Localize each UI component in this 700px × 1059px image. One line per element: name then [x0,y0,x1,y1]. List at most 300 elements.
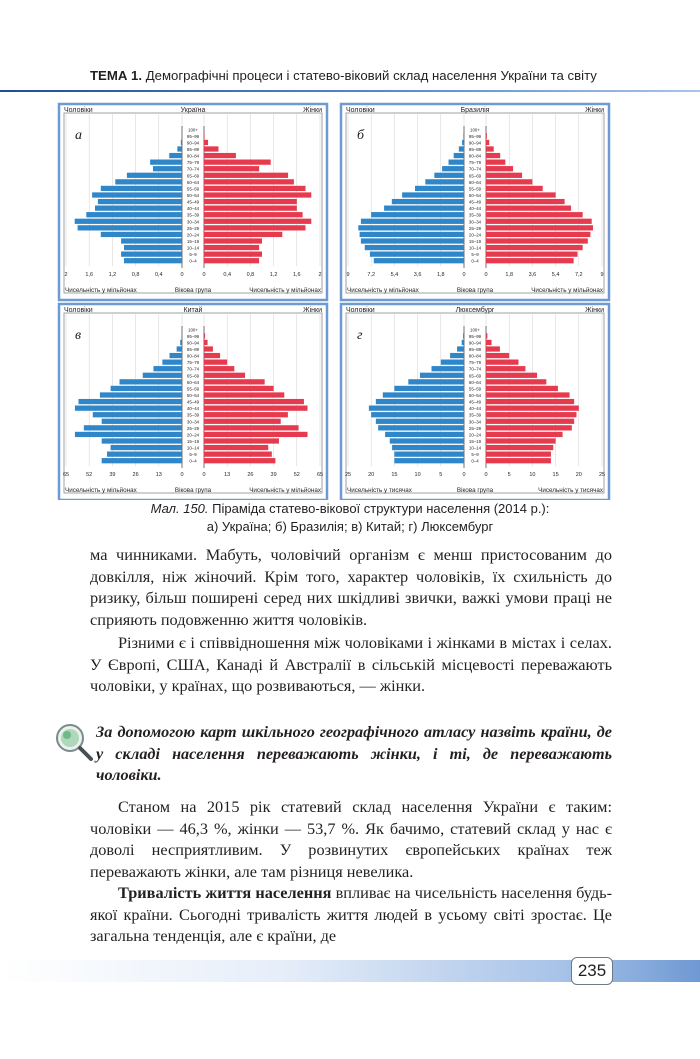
pyramid-panel-a [59,104,327,300]
tick-label: 13 [155,472,162,478]
age-label: 5–9 [471,252,479,258]
male-bar [432,366,464,371]
male-bar [442,166,464,171]
tick-label: 5 [439,472,443,478]
male-bar [358,225,464,230]
tick-label: 0,8 [131,272,140,278]
age-label: 20–24 [468,432,482,438]
female-bar [204,252,262,257]
age-label: 40–44 [468,406,482,412]
panel-letter: а [75,128,82,143]
male-bar [402,192,464,197]
age-label: 70–74 [186,366,200,372]
male-bar [124,245,182,250]
magnifier-icon [54,722,94,762]
male-bar [420,373,464,378]
age-label: 50–54 [186,192,200,198]
panel-letter: в [75,328,82,343]
age-label: 85–89 [186,346,200,352]
tick-label: 2 [318,272,322,278]
paragraph-4-text: впливає на чисельність населення будь-якої країни. Сьогодні тривалість життя людей в усьому світі зростає. Це загальна тенденція, але є країни, де [90,883,612,946]
tick-label: 39 [109,472,116,478]
male-bar [408,379,464,384]
female-bar [204,173,288,178]
age-label: 90–94 [186,340,200,346]
tick-label: 25 [344,472,352,478]
men-label: Чоловіки [64,307,93,314]
male-bar [454,153,464,158]
male-bar [75,406,182,411]
male-bar [181,333,182,338]
female-bar [204,225,306,230]
age-label: 70–74 [468,166,482,172]
male-bar [415,186,464,191]
age-label: 75–79 [468,160,482,166]
female-bar [204,199,297,204]
topic-title: Демографічні процеси і статево-віковий склад населення України та світу [142,68,597,83]
tick-label: 0 [484,472,488,478]
female-bar [486,252,578,257]
age-label: 60–64 [186,179,200,185]
male-bar [153,166,182,171]
male-bar [78,225,182,230]
female-bar [204,445,268,450]
tick-label: 13 [224,472,231,478]
task-text: За допомогою карт шкільного географічного атласу назвіть країни, де у складі населення переважають жінки, і ті, де переважають чоловіки. [96,723,612,785]
female-bar [486,153,500,158]
male-bar [463,133,464,138]
axis-title-right: Чисельність у мільйонах [249,287,321,294]
tick-label: 0 [180,472,184,478]
male-bar [385,432,464,437]
age-label: 5–9 [189,452,197,458]
tick-label: 0 [202,472,206,478]
tick-label: 65 [62,472,70,478]
male-bar [100,392,182,397]
male-bar [153,366,182,371]
paragraph-4-term: Тривалість життя населення [118,883,332,902]
tick-label: 5,4 [390,272,399,278]
tick-label: 52 [86,472,93,478]
tick-label: 65 [316,472,324,478]
age-label: 60–64 [468,179,482,185]
age-label: 90–94 [186,140,200,146]
age-label: 95–99 [186,133,200,139]
age-label: 40–44 [186,406,200,412]
axis-title-center: Вікова група [456,287,494,294]
age-label: 60–64 [186,379,200,385]
age-label: 85–89 [468,346,482,352]
figure-caption [70,500,630,536]
axis-title-right: Чисельність у мільйонах [249,487,321,494]
age-label: 45–49 [468,399,482,405]
age-label: 35–39 [186,212,200,218]
age-label: 0–4 [189,258,197,264]
age-label: 90–94 [468,140,482,146]
age-label: 25–29 [468,225,482,231]
age-label: 65–69 [468,373,482,379]
female-bar [204,366,234,371]
female-bar [204,153,236,158]
male-bar [102,458,182,463]
tick-label: 26 [132,472,139,478]
female-bar [486,346,500,351]
male-bar [180,340,182,345]
male-bar [450,353,464,358]
female-bar [486,140,489,145]
axis-title-center: Вікова група [174,487,212,494]
male-bar [371,412,464,417]
female-bar [204,438,279,443]
female-bar [486,412,576,417]
male-bar [162,360,182,365]
tick-label: 0,4 [223,272,232,278]
male-bar [378,425,464,430]
male-bar [369,406,464,411]
age-label: 15–19 [186,438,200,444]
male-bar [75,219,182,224]
male-bar [383,392,464,397]
age-label: 35–39 [468,412,482,418]
age-label: 25–29 [186,225,200,231]
age-label: 35–39 [468,212,482,218]
women-label: Жінки [303,107,322,114]
female-bar [486,373,537,378]
male-bar [365,245,464,250]
paragraph-2-text: Різними є і співвідношення між чоловіками і жінками в містах і селах. У Європі, США, Канаді й Австралії в сільській місцевості переважають чоловіки, у країнах, що розвиваються, — жінки. [90,633,612,696]
tick-label: 0 [462,472,466,478]
pyramids-svg [57,100,613,500]
age-label: 45–49 [186,199,200,205]
age-label: 5–9 [189,252,197,258]
male-bar [361,219,464,224]
paragraph-1-text: ма чинниками. Мабуть, чоловічий організм є менш пристосованим до довкілля, ніж жіночий. Крім того, характер чоловіків, їх схильність до ризику, більш поширені серед них шкідливі звички, важкі умови праці не сприяють подовженню життя чоловіків. [90,545,612,629]
female-bar [486,366,525,371]
tick-label: 5,4 [551,272,560,278]
running-header [90,68,610,90]
female-bar [204,186,306,191]
female-bar [486,360,518,365]
age-label: 70–74 [468,366,482,372]
male-bar [169,153,182,158]
age-label: 25–29 [468,425,482,431]
female-bar [486,340,492,345]
age-label: 95–99 [468,333,482,339]
age-label: 100+ [470,327,480,333]
female-bar [204,379,265,384]
female-bar [486,186,543,191]
age-label: 75–79 [468,360,482,366]
axis-title-right: Чисельність у тисячах [538,487,603,494]
tick-label: 0,8 [246,272,255,278]
female-bar [204,425,299,430]
male-bar [434,173,464,178]
male-bar [150,160,182,165]
female-bar [204,412,288,417]
male-bar [121,252,182,257]
axis-title-left: Чисельність у мільйонах [347,287,419,294]
female-bar [204,146,219,151]
axis-title-center: Вікова група [174,287,212,294]
tick-label: 1,6 [292,272,301,278]
male-bar [384,206,464,211]
age-label: 80–84 [468,353,482,359]
female-bar [486,219,592,224]
paragraph-3-text: Станом на 2015 рік статевий склад населення України є таким: чоловіки — 46,3 %, жінки — 53,7 %. Як бачимо, статевий склад у нас є доволі несприятливим. У розвинутих європейських країнах теж переважають жінки, але там різниця невелика. [90,797,612,881]
male-bar [143,373,182,378]
female-bar [486,206,571,211]
female-bar [204,399,304,404]
male-bar [394,386,464,391]
age-label: 20–24 [468,232,482,238]
female-bar [486,245,583,250]
female-bar [204,245,259,250]
female-bar [204,232,282,237]
age-label: 80–84 [186,353,200,359]
age-label: 80–84 [468,153,482,159]
female-bar [204,452,272,457]
male-bar [177,146,182,151]
female-bar [204,392,284,397]
male-bar [92,192,182,197]
male-bar [462,140,464,145]
female-bar [204,140,208,145]
country-label: Бразилія [460,107,490,114]
age-label: 20–24 [186,432,200,438]
male-bar [394,452,464,457]
age-label: 30–34 [468,419,482,425]
age-label: 80–84 [186,153,200,159]
axis-title-left: Чисельність у мільйонах [65,287,137,294]
caption-title: Піраміда статево-вікової структури населення (2014 р.): [208,501,550,516]
age-label: 0–4 [471,458,479,464]
men-label: Чоловіки [64,107,93,114]
female-bar [486,379,546,384]
age-label: 75–79 [186,160,200,166]
age-label: 55–59 [468,186,482,192]
female-bar [486,438,556,443]
age-label: 30–34 [186,419,200,425]
female-bar [204,360,227,365]
female-bar [204,458,275,463]
male-bar [181,140,182,145]
female-bar [486,225,593,230]
age-label: 15–19 [186,238,200,244]
age-label: 55–59 [186,186,200,192]
male-bar [425,179,464,184]
women-label: Жінки [303,307,322,314]
male-bar [376,419,464,424]
male-bar [376,399,464,404]
men-label: Чоловіки [346,307,375,314]
female-bar [486,160,505,165]
male-bar [95,206,182,211]
female-bar [486,232,590,237]
male-bar [102,419,182,424]
tick-label: 10 [529,472,536,478]
age-label: 45–49 [468,199,482,205]
male-bar [101,186,182,191]
male-bar [120,379,182,384]
age-label: 10–14 [186,245,200,251]
female-bar [204,406,308,411]
age-label: 90–94 [468,340,482,346]
age-label: 75–79 [186,360,200,366]
task-box [96,722,612,787]
age-label: 95–99 [468,133,482,139]
tick-label: 26 [247,472,254,478]
male-bar [392,445,464,450]
male-bar [394,458,464,463]
male-bar [101,232,182,237]
age-label: 40–44 [186,206,200,212]
male-bar [390,438,464,443]
tick-label: 2 [64,272,68,278]
male-bar [441,360,464,365]
axis-title-left: Чисельність у мільйонах [65,487,137,494]
tick-label: 7,2 [367,272,376,278]
tick-label: 5 [507,472,511,478]
age-label: 100+ [470,127,480,133]
men-label: Чоловіки [346,107,375,114]
age-label: 70–74 [186,166,200,172]
male-bar [86,212,182,217]
male-bar [121,238,182,243]
population-pyramids-figure [57,100,613,500]
female-bar [486,192,556,197]
male-bar [177,346,182,351]
tick-label: 15 [391,472,398,478]
female-bar [204,206,297,211]
tick-label: 15 [552,472,559,478]
women-label: Жінки [585,107,604,114]
panel-letter: г [357,328,363,343]
country-label: Україна [180,107,206,114]
age-label: 55–59 [468,386,482,392]
age-label: 50–54 [468,192,482,198]
tick-label: 9 [346,272,350,278]
female-bar [486,452,551,457]
female-bar [204,219,311,224]
paragraph-1 [90,544,612,630]
age-label: 10–14 [468,245,482,251]
age-label: 95–99 [186,333,200,339]
female-bar [204,133,205,138]
male-bar [78,399,182,404]
age-label: 30–34 [186,219,200,225]
tick-label: 20 [575,472,582,478]
female-bar [204,160,271,165]
male-bar [462,340,464,345]
male-bar [111,386,182,391]
tick-label: 9 [600,272,604,278]
age-label: 100+ [188,327,198,333]
male-bar [374,258,464,263]
tick-label: 0 [202,272,206,278]
age-label: 15–19 [468,438,482,444]
tick-label: 52 [293,472,300,478]
female-bar [204,179,294,184]
paragraph-3 [90,796,612,882]
age-label: 50–54 [468,392,482,398]
age-label: 65–69 [468,173,482,179]
female-bar [204,346,213,351]
tick-label: 1,2 [269,272,278,278]
tick-label: 1,8 [505,272,514,278]
header-rule [0,90,700,92]
male-bar [111,445,182,450]
paragraph-2 [90,632,612,697]
caption-legend: а) Україна; б) Бразилія; в) Китай; г) Люксембург [206,519,494,534]
pyramid-panel-c [59,304,327,500]
tick-label: 0 [462,272,466,278]
female-bar [486,212,583,217]
female-bar [204,333,205,338]
age-label: 85–89 [468,146,482,152]
country-label: Люксембург [455,307,495,314]
axis-title-center: Вікова група [456,487,494,494]
age-label: 65–69 [186,173,200,179]
female-bar [486,146,494,151]
female-bar [486,258,574,263]
topic-label: ТЕМА 1. [90,68,143,83]
female-bar [204,340,208,345]
female-bar [486,199,565,204]
tick-label: 0 [180,272,184,278]
male-bar [361,238,464,243]
tick-label: 1,6 [85,272,94,278]
country-label: Китай [183,307,203,314]
panel-letter: б [357,128,365,143]
male-bar [392,199,464,204]
female-bar [486,238,588,243]
female-bar [486,392,570,397]
male-bar [98,199,182,204]
female-bar [204,166,259,171]
women-label: Жінки [585,307,604,314]
age-label: 100+ [188,127,198,133]
age-label: 15–19 [468,238,482,244]
female-bar [486,133,487,138]
age-label: 25–29 [186,425,200,431]
female-bar [204,419,281,424]
tick-label: 39 [270,472,277,478]
axis-title-left: Чисельність у тисячах [347,487,412,494]
male-bar [107,452,182,457]
age-label: 35–39 [186,412,200,418]
male-bar [115,179,182,184]
female-bar [486,353,509,358]
tick-label: 3,6 [528,272,537,278]
male-bar [463,333,464,338]
age-label: 5–9 [471,452,479,458]
female-bar [204,353,220,358]
female-bar [204,373,245,378]
age-label: 0–4 [471,258,479,264]
age-label: 45–49 [186,399,200,405]
age-label: 85–89 [186,146,200,152]
female-bar [204,192,311,197]
age-label: 0–4 [189,458,197,464]
axis-title-right: Чисельність у мільйонах [531,287,603,294]
male-bar [371,212,464,217]
female-bar [204,432,308,437]
male-bar [75,432,182,437]
female-bar [204,212,303,217]
female-bar [486,386,558,391]
male-bar [127,173,182,178]
age-label: 10–14 [186,445,200,451]
